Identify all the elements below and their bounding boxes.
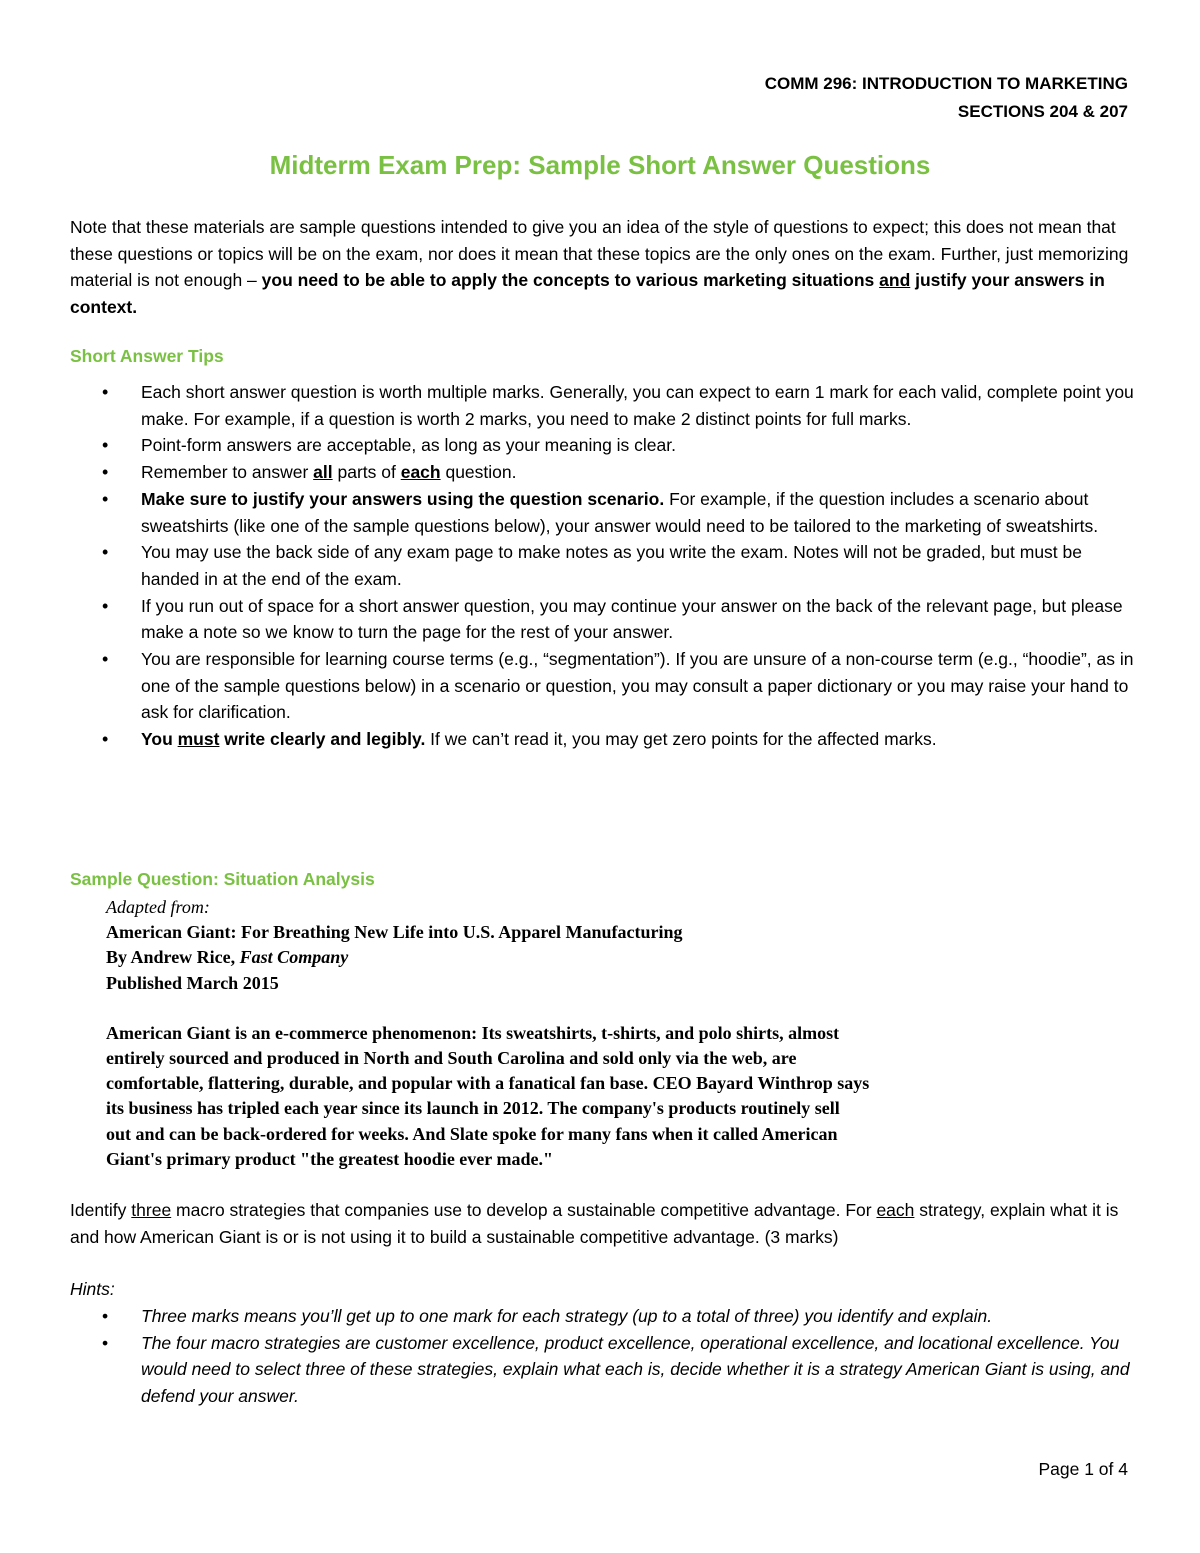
intro-bold-and: and — [879, 270, 911, 291]
tip-text: If you run out of space for a short answer question, you may continue your answer on the back of the relevant page, but please make a note so we know to turn the page for the rest of your answer. — [141, 595, 1123, 643]
hints-list — [70, 1303, 1150, 1410]
intro-paragraph — [70, 214, 1140, 321]
article-byline — [106, 945, 1026, 970]
tip-item — [70, 726, 1145, 753]
tip-text: question. — [440, 462, 517, 483]
article-line: American Giant is an e-commerce phenomenon: Its sweatshirts, t-shirts, and polo shirts, almost — [106, 1022, 840, 1043]
tip-item — [70, 432, 1145, 459]
question-part: macro strategies that companies use to develop a sustainable competitive advantage. For — [171, 1200, 877, 1220]
tip-text: Remember to answer — [141, 462, 314, 483]
tip-emphasis-each: each — [400, 462, 441, 483]
intro-bold-1: you need to be able to apply the concepts to various marketing situations — [261, 270, 880, 291]
tip-bold-text: Make sure to justify your answers using the question scenario. — [141, 488, 665, 509]
page-number: Page 1 of 4 — [1038, 1459, 1128, 1479]
tip-item — [70, 379, 1145, 432]
course-header — [765, 70, 1128, 126]
tip-item — [70, 593, 1145, 646]
tip-emphasis-must: must — [177, 729, 220, 750]
tip-bold-text: write clearly and legibly. — [219, 729, 426, 750]
question-part: strategy, explain what it is and how American Giant is or is not using it to build a sustainable competitive advantage. (3 marks) — [70, 1200, 1119, 1247]
article-line: entirely sourced and produced in North and South Carolina and sold only via the web, are — [106, 1048, 797, 1069]
tip-item — [70, 539, 1145, 592]
adapted-from-label: Adapted from: — [106, 897, 210, 917]
article-body — [106, 1021, 1026, 1172]
tip-text: Point-form answers are acceptable, as long as your meaning is clear. — [141, 435, 676, 456]
byline-publication: Fast Company — [239, 947, 349, 968]
tip-text: Each short answer question is worth multiple marks. Generally, you can expect to earn 1 mark for each valid, complete point you make. For example, if a question is worth 2 marks, you need to make 2 distinct points for full marks. — [141, 382, 1134, 429]
tip-text: You may use the back side of any exam page to make notes as you write the exam. Notes will not be graded, but must be handed in at the end of the exam. — [141, 542, 1082, 589]
intro-bold-2: justify your answers in context. — [70, 270, 1105, 318]
hint-item — [70, 1303, 1150, 1330]
intro-text: Note that these materials are sample questions intended to give you an idea of the style of questions to expect; this does not mean that these questions or topics will be on the exam, nor does it mean that these topics are the only ones on the exam. Further, just memorizing material is not enough – — [70, 217, 1129, 291]
course-sections: SECTIONS 204 & 207 — [957, 102, 1128, 121]
hint-text: Three marks means you’ll get up to one mark for each strategy (up to a total of three) you identify and explain. — [141, 1306, 993, 1326]
article-published-date: Published March 2015 — [106, 972, 279, 993]
article-line: its business has tripled each year since its launch in 2012. The company's products routinely sell — [106, 1098, 840, 1119]
article-excerpt — [106, 895, 1026, 1172]
article-line: comfortable, flattering, durable, and popular with a fanatical fan base. CEO Bayard Winthrop says — [106, 1073, 870, 1094]
question-emphasis-each: each — [876, 1200, 915, 1220]
tips-heading: Short Answer Tips — [70, 346, 224, 366]
course-title: COMM 296: INTRODUCTION TO MARKETING — [764, 74, 1128, 93]
question-text — [70, 1197, 1150, 1250]
tip-text: For example, if the question includes a scenario about sweatshirts (like one of the sample questions below), your answer would need to be tailored to the marketing of sweatshirts. — [141, 488, 1099, 536]
tip-bold-text: You — [141, 729, 178, 750]
tip-item — [70, 486, 1145, 539]
question-emphasis-three: three — [131, 1200, 172, 1220]
tip-text: You are responsible for learning course terms (e.g., “segmentation”). If you are unsure of a non-course term (e.g., “hoodie”, as in one of the sample questions below) in a scenario or question, you may consult a paper dictionary or you may raise your hand to ask for clarification. — [141, 649, 1134, 723]
tip-emphasis-all: all — [313, 462, 333, 483]
byline-author: By Andrew Rice, — [106, 947, 240, 968]
hints-label: Hints: — [70, 1279, 115, 1299]
tips-list — [70, 379, 1145, 753]
hint-item — [70, 1330, 1150, 1410]
sample-question-heading: Sample Question: Situation Analysis — [70, 869, 375, 889]
tip-item — [70, 646, 1145, 726]
tip-item — [70, 459, 1145, 486]
article-title: American Giant: For Breathing New Life into U.S. Apparel Manufacturing — [106, 922, 683, 943]
page-title: Midterm Exam Prep: Sample Short Answer Questions — [269, 150, 931, 180]
hint-text: The four macro strategies are customer excellence, product excellence, operational excellence, and locational excellence. You would need to select three of these strategies, explain what each is, decide whether it is a strategy American Giant is using, and defend your answer. — [141, 1332, 1130, 1407]
article-line: Giant's primary product "the greatest hoodie ever made." — [106, 1148, 553, 1169]
article-line: out and can be back-ordered for weeks. And Slate spoke for many fans when it called American — [106, 1123, 838, 1144]
tip-text: parts of — [332, 462, 401, 483]
question-part: Identify — [70, 1200, 132, 1220]
tip-text: If we can’t read it, you may get zero points for the affected marks. — [425, 729, 937, 750]
